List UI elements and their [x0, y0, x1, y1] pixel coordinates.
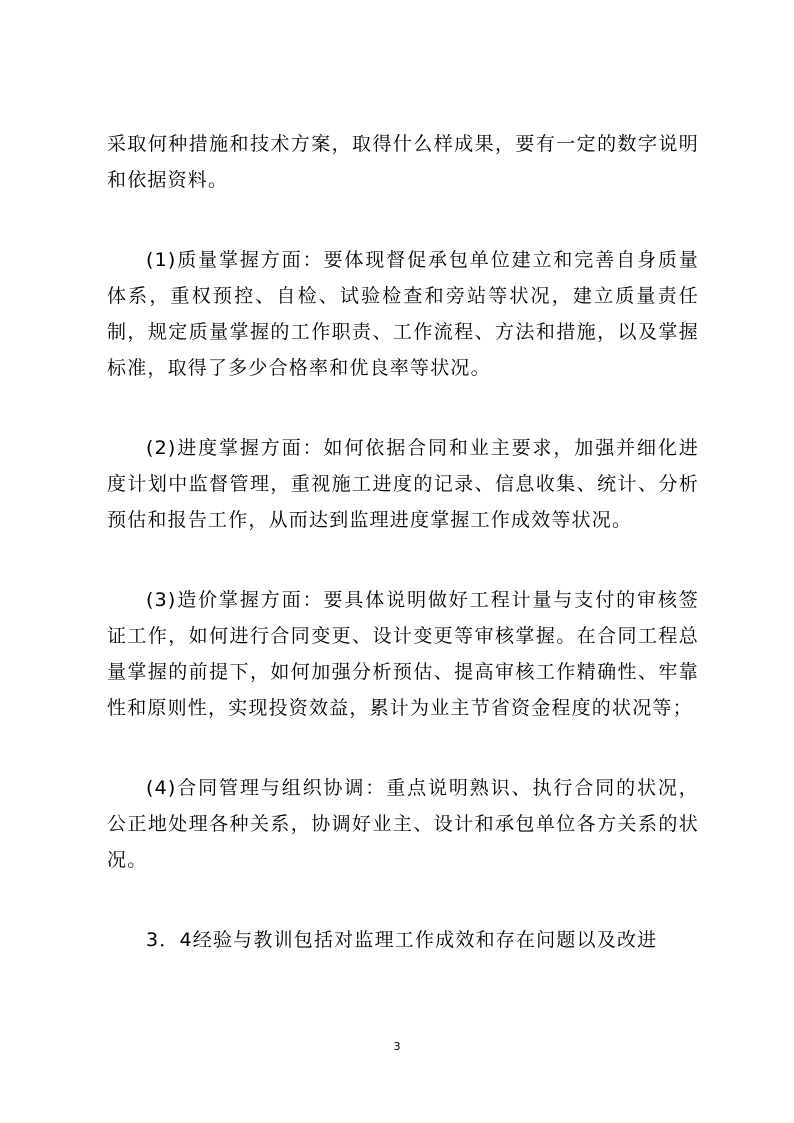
paragraph-contract-management: (4)合同管理与组织协调：重点说明熟识、执行合同的状况，公正地处理各种关系，协调好业主、设计和承包单位各方关系的状况。 [107, 777, 699, 871]
paragraph-gap [107, 386, 699, 430]
paragraph-gap [107, 878, 699, 922]
paragraph-intro-continuation: 采取何种措施和技术方案，取得什么样成果，要有一定的数字说明和依据资料。 [107, 133, 699, 191]
paragraph-gap [107, 538, 699, 582]
paragraph-schedule-control: (2)进度掌握方面：如何依据合同和业主要求，加强并细化进度计划中监督管理，重视施工进度的记录、信息收集、统计、分析预估和报告工作，从而达到监理进度掌握工作成效等状况。 [107, 437, 699, 531]
page-number: 3 [393, 1040, 401, 1053]
paragraph-quality-control: (1)质量掌握方面：要体现督促承包单位建立和完善自身质量体系，重权预控、自检、试验检查和旁站等状况，建立质量责任制，规定质量掌握的工作职责、工作流程、方法和措施，以及掌握标准，取得了多少合格率和优良率等状况。 [107, 249, 699, 379]
paragraph-gap [107, 726, 699, 770]
paragraph-gap [107, 198, 699, 242]
paragraph-experience-lessons: 3．4经验与教训包括对监理工作成效和存在问题以及改进 [146, 929, 658, 951]
document-body [107, 126, 699, 958]
paragraph-cost-control: (3)造价掌握方面：要具体说明做好工程计量与支付的审核签证工作，如何进行合同变更、设计变更等审核掌握。在合同工程总量掌握的前提下，如何加强分析预估、提高审核工作精确性、牢靠性和原则性，实现投资效益，累计为业主节省资金程度的状况等； [107, 589, 699, 719]
